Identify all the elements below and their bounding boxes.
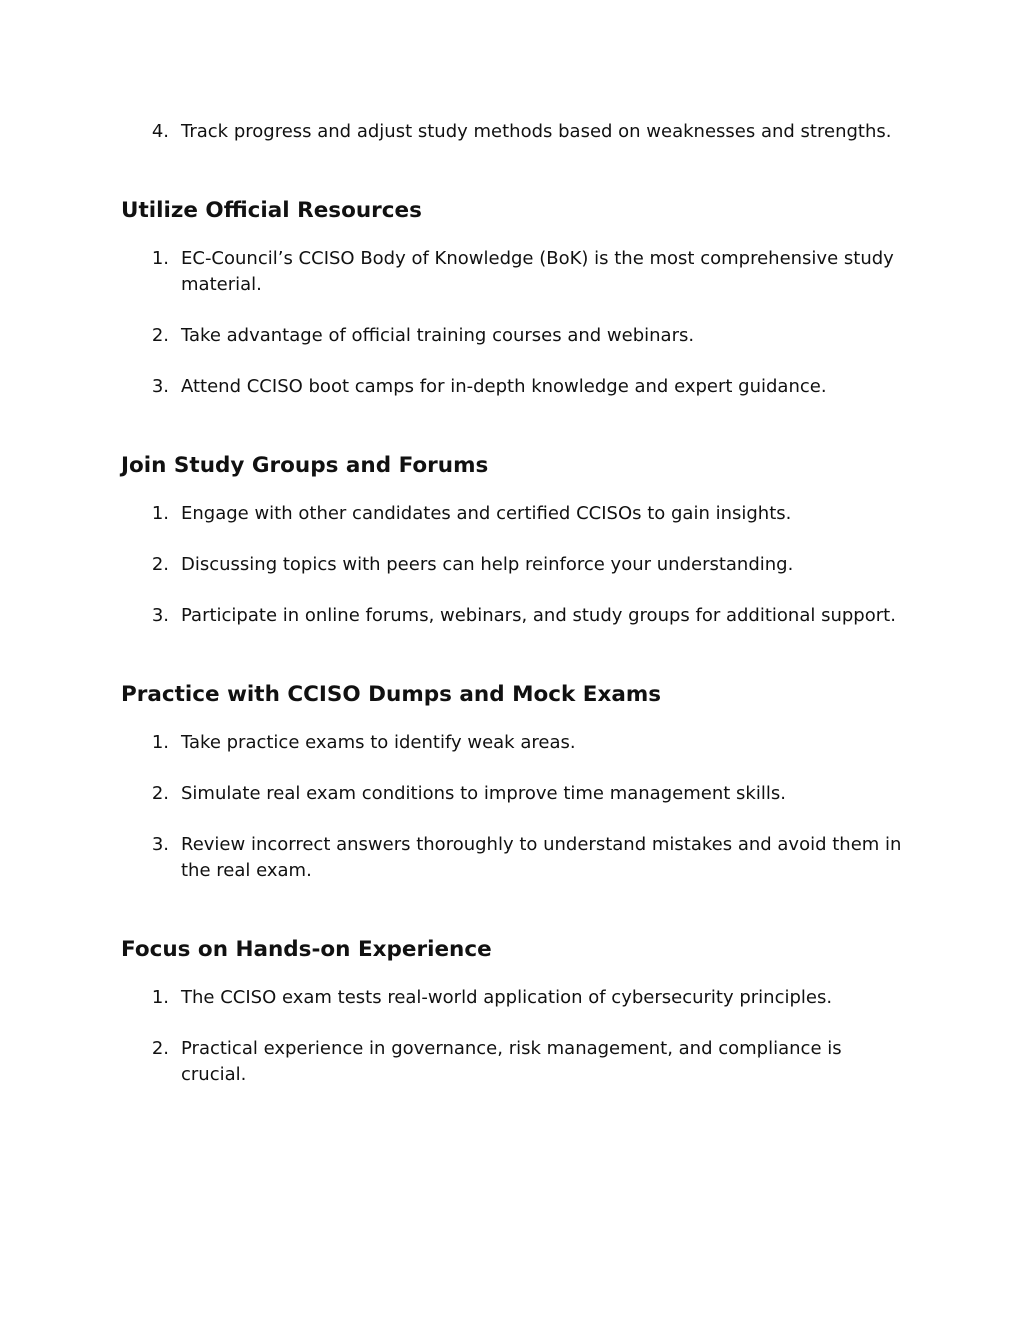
- list-item-number: 1.: [151, 732, 169, 753]
- list-item-number: 2.: [151, 1038, 169, 1059]
- list-item-number: 1.: [151, 987, 169, 1008]
- list-item-text: EC-Council’s CCISO Body of Knowledge (BoK) is the most comprehensive study material.: [181, 248, 894, 295]
- list-item-text: Discussing topics with peers can help reinforce your understanding.: [181, 554, 794, 575]
- list-item: [121, 119, 904, 145]
- list-item-text: Practical experience in governance, risk management, and compliance is crucial.: [181, 1038, 842, 1085]
- list-item: [121, 1036, 904, 1088]
- list-item-number: 1.: [151, 503, 169, 524]
- section-heading: Join Study Groups and Forums: [121, 453, 489, 478]
- list-item-text: Engage with other candidates and certified CCISOs to gain insights.: [181, 503, 792, 524]
- list-item-text: Take advantage of official training courses and webinars.: [181, 325, 695, 346]
- section-practice-exams: [121, 680, 904, 884]
- list-item-text: The CCISO exam tests real-world application of cybersecurity principles.: [181, 987, 833, 1008]
- list-item-text: Attend CCISO boot camps for in-depth knowledge and expert guidance.: [181, 376, 827, 397]
- list-item-number: 4.: [151, 121, 169, 142]
- list-item-number: 2.: [151, 325, 169, 346]
- numbered-list: [121, 246, 904, 400]
- list-item: [121, 832, 904, 884]
- list-item: [121, 552, 904, 578]
- list-item-number: 3.: [151, 605, 169, 626]
- list-item-number: 2.: [151, 554, 169, 575]
- list-item-text: Participate in online forums, webinars, and study groups for additional support.: [181, 605, 896, 626]
- list-item-text: Track progress and adjust study methods based on weaknesses and strengths.: [181, 121, 892, 142]
- numbered-list: [121, 730, 904, 884]
- list-item: [121, 985, 904, 1011]
- list-item: [121, 603, 904, 629]
- list-item-number: 3.: [151, 834, 169, 855]
- continued-list: [121, 119, 904, 145]
- list-item: [121, 730, 904, 756]
- list-item: [121, 781, 904, 807]
- section-hands-on: [121, 935, 904, 1088]
- list-item-text: Take practice exams to identify weak areas.: [181, 732, 576, 753]
- list-item: [121, 501, 904, 527]
- list-item: [121, 323, 904, 349]
- list-item-number: 3.: [151, 376, 169, 397]
- section-official-resources: [121, 196, 904, 400]
- section-study-groups: [121, 451, 904, 629]
- section-heading: Utilize Official Resources: [121, 198, 422, 223]
- list-item-number: 1.: [151, 248, 169, 269]
- section-heading: Practice with CCISO Dumps and Mock Exams: [121, 682, 662, 707]
- list-item-text: Simulate real exam conditions to improve time management skills.: [181, 783, 786, 804]
- section-heading: Focus on Hands-on Experience: [121, 937, 492, 962]
- list-item: [121, 374, 904, 400]
- list-item: [121, 246, 904, 298]
- list-item-text: Review incorrect answers thoroughly to understand mistakes and avoid them in the real exam.: [181, 834, 902, 881]
- numbered-list: [121, 985, 904, 1088]
- list-item-number: 2.: [151, 783, 169, 804]
- numbered-list: [121, 501, 904, 629]
